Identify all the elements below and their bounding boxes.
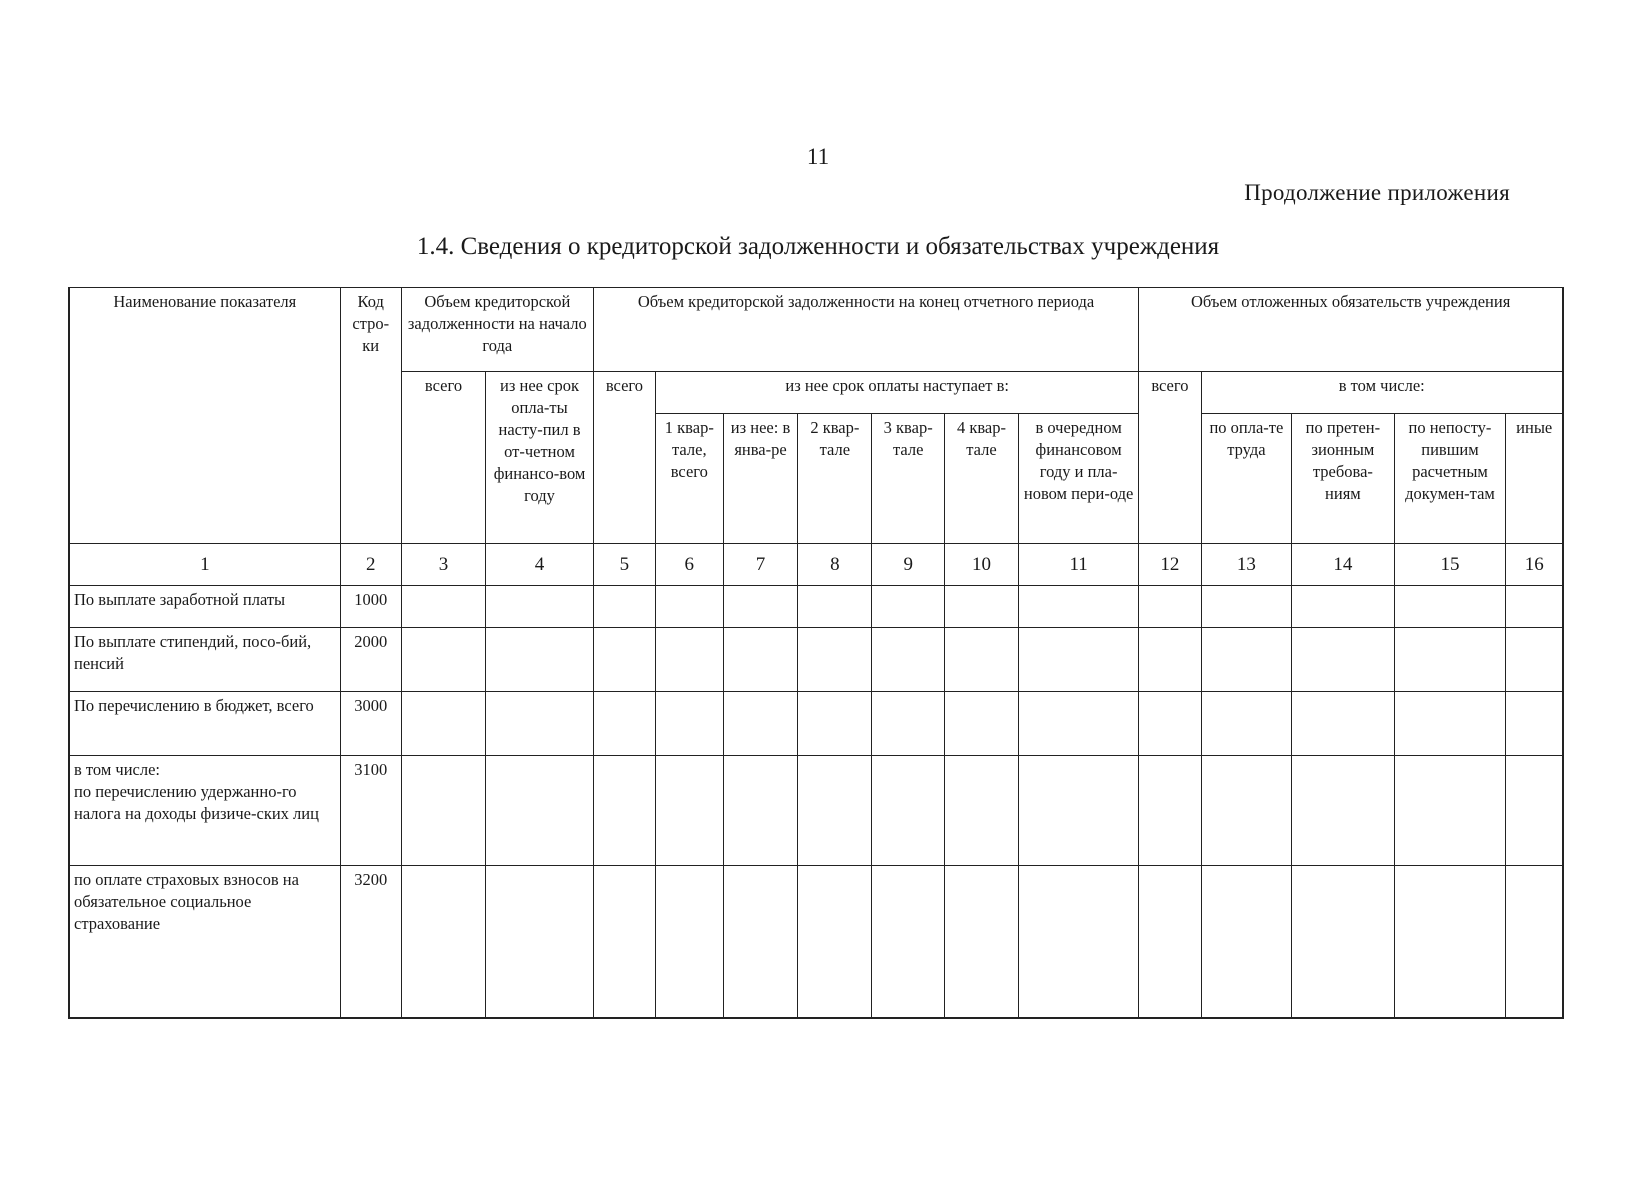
header-docs: по непосту-пившим расчетным докумен-там	[1394, 414, 1506, 544]
header-code: Код стро-ки	[340, 288, 401, 544]
column-number: 8	[798, 544, 872, 586]
column-number: 11	[1018, 544, 1138, 586]
header-start-overdue: из нее срок опла-ты насту-пил в от-четном финансо-вом году	[486, 372, 594, 544]
payables-table	[68, 287, 1564, 1019]
row-name: По выплате заработной платы	[69, 586, 340, 628]
header-other: иные	[1506, 414, 1563, 544]
header-q1-total: 1 квар-тале, всего	[656, 414, 724, 544]
column-number: 7	[723, 544, 798, 586]
column-number: 2	[340, 544, 401, 586]
header-end-total: всего	[593, 372, 655, 544]
row-code: 1000	[340, 586, 401, 628]
table-row	[69, 756, 1563, 866]
row-name: По перечислению в бюджет, всего	[69, 692, 340, 756]
row-code: 3100	[340, 756, 401, 866]
row-code: 3000	[340, 692, 401, 756]
column-number: 6	[656, 544, 724, 586]
table-row	[69, 628, 1563, 692]
header-deferred: Объем отложенных обязательств учреждения	[1139, 288, 1563, 372]
header-start-total: всего	[401, 372, 485, 544]
column-number: 4	[486, 544, 594, 586]
row-code: 3200	[340, 866, 401, 1018]
header-claims: по претен-зионным требова-ниям	[1292, 414, 1394, 544]
column-number: 12	[1139, 544, 1201, 586]
header-deferred-incl: в том числе:	[1201, 372, 1563, 414]
column-number: 15	[1394, 544, 1506, 586]
row-name: по оплате страховых взносов на обязательное социальное страхование	[69, 866, 340, 1018]
header-next-year: в очередном финансовом году и пла-новом пери-оде	[1018, 414, 1138, 544]
header-start-volume: Объем кредиторской задолженности на начало года	[401, 288, 593, 372]
header-january: из нее: в янва-ре	[723, 414, 798, 544]
header-labor: по опла-те труда	[1201, 414, 1292, 544]
table-row	[69, 866, 1563, 1018]
table-row	[69, 692, 1563, 756]
row-code: 2000	[340, 628, 401, 692]
column-number: 14	[1292, 544, 1394, 586]
section-title: 1.4. Сведения о кредиторской задолженности и обязательствах учреждения	[416, 233, 1220, 260]
table-row	[69, 586, 1563, 628]
column-number: 13	[1201, 544, 1292, 586]
header-deferred-total: всего	[1139, 372, 1201, 544]
row-name: По выплате стипендий, посо-бий, пенсий	[69, 628, 340, 692]
column-numbers-row	[69, 544, 1563, 586]
column-number: 5	[593, 544, 655, 586]
column-number: 1	[69, 544, 340, 586]
column-number: 10	[945, 544, 1019, 586]
page-number: 11	[806, 144, 830, 169]
header-end-due-group: из нее срок оплаты наступает в:	[656, 372, 1139, 414]
header-q3: 3 квар-тале	[872, 414, 945, 544]
header-q4: 4 квар-тале	[945, 414, 1019, 544]
continuation-note: Продолжение приложения	[1244, 180, 1510, 205]
header-end-volume: Объем кредиторской задолженности на конец отчетного периода	[593, 288, 1138, 372]
column-number: 9	[872, 544, 945, 586]
row-name: в том числе: по перечислению удержанно-го налога на доходы физиче-ских лиц	[69, 756, 340, 866]
column-number: 3	[401, 544, 485, 586]
header-name: Наименование показателя	[69, 288, 340, 544]
column-number: 16	[1506, 544, 1563, 586]
header-q2: 2 квар-тале	[798, 414, 872, 544]
